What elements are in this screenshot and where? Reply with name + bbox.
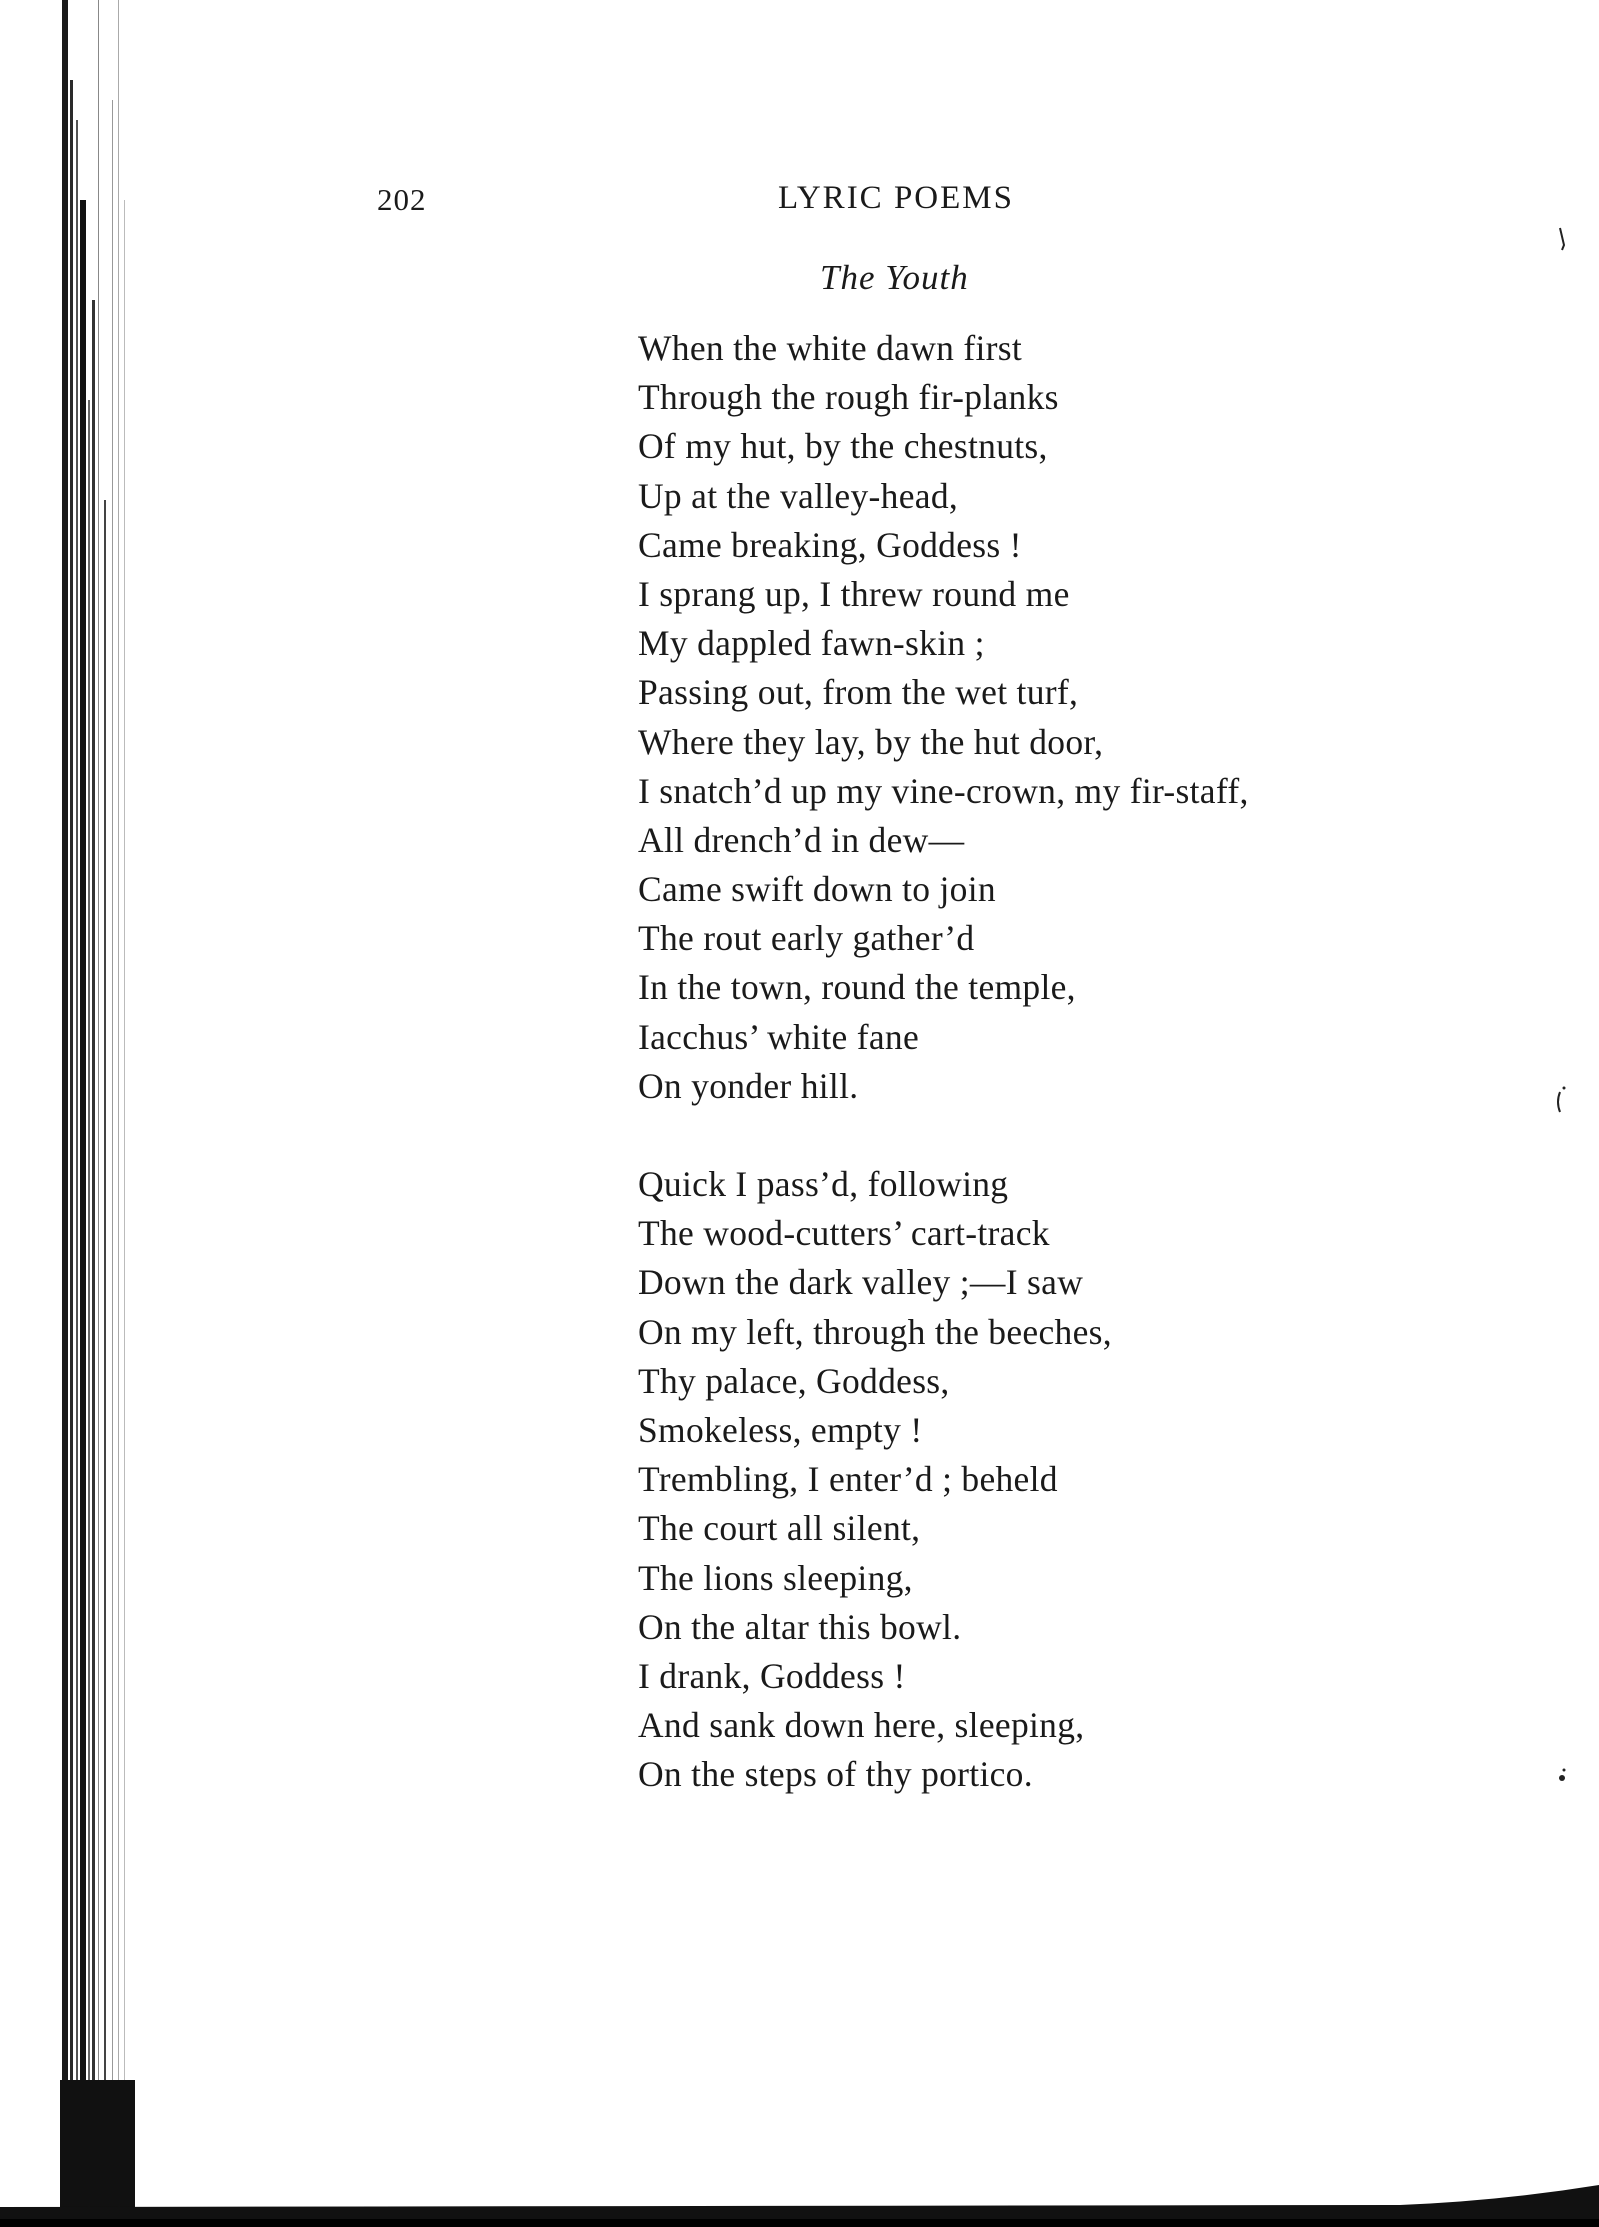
poem-line: Came breaking, Goddess !	[638, 524, 1022, 565]
poem-line: On yonder hill.	[638, 1065, 859, 1106]
poem-line: Iacchus’ white fane	[638, 1016, 919, 1057]
poem-line: Trembling, I enter’d ; beheld	[638, 1459, 1058, 1500]
poem-line: I drank, Goddess !	[638, 1655, 906, 1696]
poem-line: Of my hut, by the chestnuts,	[638, 426, 1048, 467]
poem-line: Came swift down to join	[638, 869, 996, 910]
poem-line: Down the dark valley ;—I saw	[638, 1262, 1084, 1303]
poem-line: And sank down here, sleeping,	[638, 1705, 1085, 1746]
binding-shadow	[0, 0, 135, 2227]
poem-line: The lions sleeping,	[638, 1557, 913, 1598]
poem-line: The wood-cutters’ cart-track	[638, 1213, 1050, 1254]
poem-line: Through the rough fir-planks	[638, 377, 1059, 418]
poem-line: On the steps of thy portico.	[638, 1754, 1033, 1795]
poem-line: In the town, round the temple,	[638, 967, 1076, 1008]
poem-line: Passing out, from the wet turf,	[638, 672, 1079, 713]
poem-line: Up at the valley-head,	[638, 475, 959, 516]
poem-line: The rout early gather’d	[638, 918, 975, 959]
poem-line: Smokeless, empty !	[638, 1409, 923, 1450]
page-number: 202	[377, 182, 427, 217]
poem-line: On my left, through the beeches,	[638, 1311, 1112, 1352]
poem-line: When the white dawn first	[638, 328, 1023, 368]
poem-line: Thy palace, Goddess,	[638, 1360, 950, 1401]
poem-line: The court all silent,	[638, 1508, 921, 1549]
poem-line: My dappled fawn-skin ;	[638, 623, 985, 664]
stanza-2	[638, 1160, 1112, 1799]
margin-specks	[1540, 0, 1580, 2227]
running-head: LYRIC POEMS	[778, 180, 1014, 216]
bottom-edge-shadow	[0, 2167, 1599, 2227]
poem-line: Quick I pass’d, following	[638, 1164, 1009, 1204]
poem-title: The Youth	[820, 258, 969, 297]
poem-line: All drench’d in dew—	[638, 819, 965, 860]
poem-line: Where they lay, by the hut door,	[638, 721, 1104, 762]
poem-line: I sprang up, I threw round me	[638, 573, 1070, 614]
poem-line: On the altar this bowl.	[638, 1606, 962, 1647]
poem-line: I snatch’d up my vine-crown, my fir-staff,	[638, 770, 1249, 811]
stanza-1	[638, 324, 1249, 1111]
